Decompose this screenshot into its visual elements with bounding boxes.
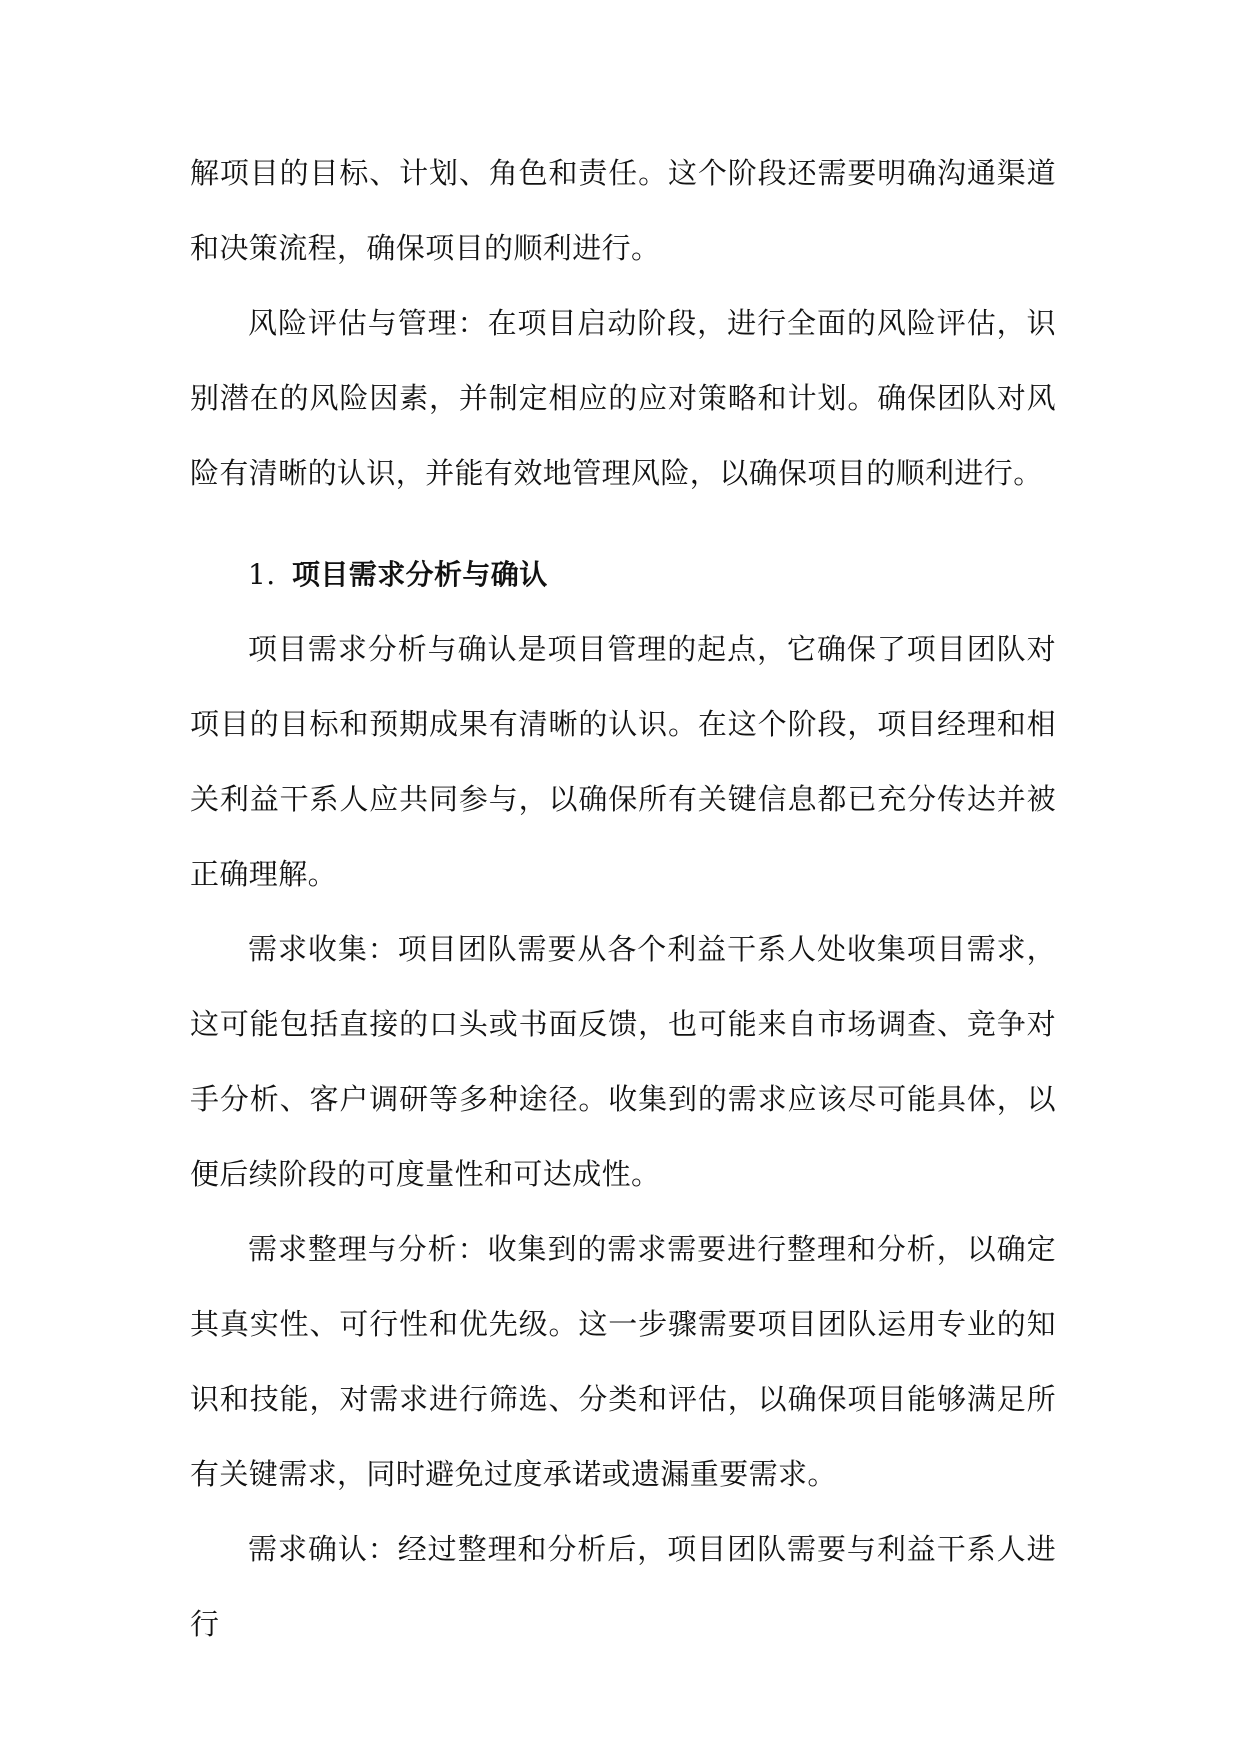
section-heading (190, 537, 1056, 612)
document-body (190, 136, 1056, 1662)
paragraph-requirements-confirmation: 需求确认：经过整理和分析后，项目团队需要与利益干系人进行 (190, 1532, 1056, 1641)
paragraph-requirements-analysis: 需求整理与分析：收集到的需求需要进行整理和分析，以确定其真实性、可行性和优先级。这一步骤需要项目团队运用专业的知识和技能，对需求进行筛选、分类和评估，以确保项目能够满足所有关键需求，同时避免过度承诺或遗漏重要需求。 (190, 1232, 1056, 1491)
paragraph-requirements-intro: 项目需求分析与确认是项目管理的起点，它确保了项目团队对项目的目标和预期成果有清晰的认识。在这个阶段，项目经理和相关利益干系人应共同参与，以确保所有关键信息都已充分传达并被正确理解。 (190, 632, 1056, 891)
paragraph-requirements-collection: 需求收集：项目团队需要从各个利益干系人处收集项目需求，这可能包括直接的口头或书面反馈，也可能来自市场调查、竞争对手分析、客户调研等多种途径。收集到的需求应该尽可能具体，以便后续阶段的可度量性和可达成性。 (190, 932, 1056, 1191)
section-number: 1. (248, 558, 276, 591)
section-title: 项目需求分析与确认 (292, 558, 548, 591)
paragraph-continuation: 解项目的目标、计划、角色和责任。这个阶段还需要明确沟通渠道和决策流程，确保项目的顺利进行。 (190, 156, 1056, 265)
paragraph-risk-assessment: 风险评估与管理：在项目启动阶段，进行全面的风险评估，识别潜在的风险因素，并制定相应的应对策略和计划。确保团队对风险有清晰的认识，并能有效地管理风险，以确保项目的顺利进行。 (190, 306, 1056, 490)
